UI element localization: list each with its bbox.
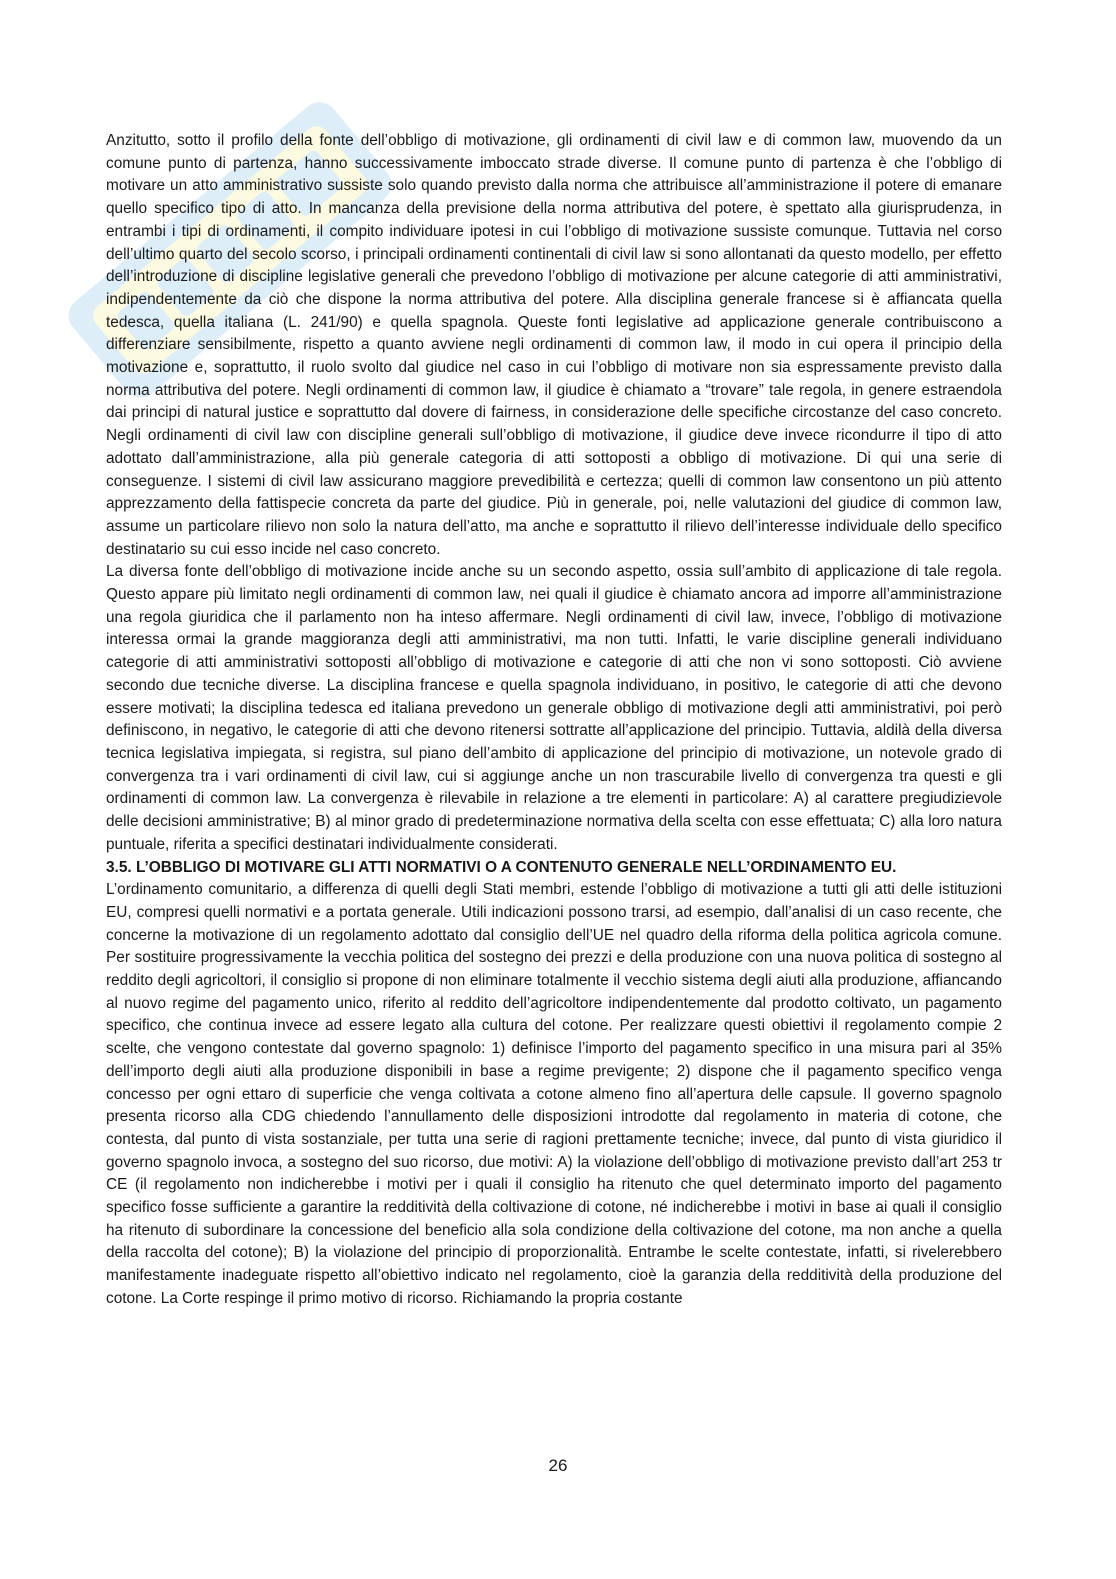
paragraph-obbligo-fonte: Anzitutto, sotto il profilo della fonte dell’obbligo di motivazione, gli ordinamenti di civil law e di common law, muovendo da un comune punto di partenza, hanno successivamente imboccato strade diverse. Il comune punto di partenza è che l’obbligo di motivare un atto amministrativo sussiste solo quando previsto dalla norma che attribuisce all’amministrazione il potere di emanare quello specifico tipo di atto. In mancanza della previsione della norma attributiva del potere, è spettato alla giurisprudenza, in entrambi i tipi di ordinamenti, il compito individuare ipotesi in cui l’obbligo di motivazione sussiste comunque. Tuttavia nel corso dell’ultimo quarto del secolo scorso, i principali ordinamenti continentali di civil law si sono allontanati da questo modello, per effetto dell’introduzione di discipline legislative generali che prevedono l’obbligo di motivazione per alcune categorie di atti amministrativi, indipendentemente da ciò che dispone la norma attributiva del potere. Alla disciplina generale francese si è affiancata quella tedesca, quella italiana (L. 241/90) e quella spagnola. Queste fonti legislative ad applicazione generale contribuiscono a differenziare sensibilmente, rispetto a quanto avviene negli ordinamenti di common law, il modo in cui opera il principio della motivazione e, soprattutto, il ruolo svolto dal giudice nel caso in cui l’obbligo di motivare non sia espressamente previsto dalla norma attributiva del potere. Negli ordinamenti di common law, il giudice è chiamato a “trovare” tale regola, in genere estraendola dai principi di natural justice e soprattutto dal dovere di fairness, in considerazione delle specifiche circostanze del caso concreto. Negli ordinamenti di civil law con discipline generali sull’obbligo di motivazione, il giudice deve invece ricondurre il tipo di atto adottato dall’amministrazione, alla più generale categoria di atti sottoposti a obbligo di motivazione. Di qui una serie di conseguenze. I sistemi di civil law assicurano maggiore prevedibilità e certezza; quelli di common law consentono un più attento apprezzamento della fattispecie concreta da parte del giudice. Più in generale, poi, nelle valutazioni del giudice di common law, assume un particolare rilievo non solo la natura dell’atto, ma anche e soprattutto il rilievo dell’interesse individuale dello specifico destinatario su cui esso incide nel caso concreto. (106, 132, 1002, 558)
document-body (106, 130, 1002, 1311)
paragraph-ambito-applicazione: La diversa fonte dell’obbligo di motivazione incide anche su un secondo aspetto, ossia sull’ambito di applicazione di tale regola. Questo appare più limitato negli ordinamenti di common law, nei quali il giudice è chiamato ancora ad imporre all’amministrazione una regola giuridica che il parlamento non ha inteso affermare. Negli ordinamenti di civil law, invece, l’obbligo di motivazione interessa ormai la grande maggioranza degli atti amministrativi, ma non tutti. Infatti, le varie discipline generali individuano categorie di atti amministrativi sottoposti all’obbligo di motivazione e categorie di atti che non vi sono sottoposti. Ciò avviene secondo due tecniche diverse. La disciplina francese e quella spagnola individuano, in positivo, le categorie di atti che devono essere motivati; la disciplina tedesca ed italiana prevedono un generale obbligo di motivazione degli atti amministrativi, poi però definiscono, in negativo, le categorie di atti che devono ritenersi sottratte all’applicazione del principio. Tuttavia, aldilà della diversa tecnica legislativa impiegata, si registra, sul piano dell’ambito di applicazione del principio di motivazione, un notevole grado di convergenza tra i vari ordinamenti di civil law, cui si aggiunge anche un non trascurabile livello di convergenza tra questi e gli ordinamenti di common law. La convergenza è rilevabile in relazione a tre elementi in particolare: A) al carattere pregiudizievole delle decisioni amministrative; B) al minor grado di predeterminazione normativa della scelta con esse effettuata; C) alla loro natura puntuale, riferita a specifici destinatari individualmente considerati. (106, 563, 1002, 853)
page-number: 26 (548, 1456, 568, 1475)
paragraph-ordinamento-comunitario: L’ordinamento comunitario, a differenza di quelli degli Stati membri, estende l’obbligo di motivazione a tutti gli atti delle istituzioni EU, compresi quelli normativi e a portata generale. Utili indicazioni possono trarsi, ad esempio, dall’analisi di un caso recente, che concerne la motivazione di un regolamento adottato dal consiglio dell’UE nel quadro della riforma della politica agricola comune. Per sostituire progressivamente la vecchia politica del sostegno dei prezzi e della produzione con una nuova politica di sostegno al reddito degli agricoltori, il consiglio si propone di non eliminare totalmente il vecchio sistema degli aiuti alla produzione, affiancando al nuovo regime del pagamento unico, riferito al reddito dell’agricoltore indipendentemente dal prodotto coltivato, un pagamento specifico, che continua invece ad essere legato alla cultura del cotone. Per realizzare questi obiettivi il regolamento compie 2 scelte, che vengono contestate dal governo spagnolo: 1) definisce l’importo del pagamento specifico in una misura pari al 35% dell’importo degli aiuti alla produzione disponibili in base a regime previgente; 2) dispone che il pagamento specifico venga concesso per ogni ettaro di superficie che venga coltivata a cotone almeno fino all’apertura delle capsule. Il governo spagnolo presenta ricorso alla CDG chiedendo l’annullamento delle disposizioni introdotte dal regolamento in materia di cotone, che contesta, dal punto di vista sostanziale, per tutta una serie di ragioni prettamente tecniche; invece, dal punto di vista giuridico il governo spagnolo invoca, a sostegno del suo ricorso, due motivi: A) la violazione dell’obbligo di motivazione previsto dall’art 253 tr CE (il regolamento non indicherebbe i motivi per i quali il consiglio ha ritenuto che quel determinato importo del pagamento specifico fosse sufficiente a garantire la redditività della coltivazione di cotone, né indicherebbe i motivi in base ai quali il consiglio ha ritenuto di subordinare la concessione del beneficio alla sola condizione della coltivazione del cotone, ma non anche a quella della raccolta del cotone); B) la violazione del principio di proporzionalità. Entrambe le scelte contestate, infatti, si rivelerebbero manifestamente inadeguate rispetto all’obiettivo indicato nel regolamento, cioè la garanzia della redditività della produzione del cotone. La Corte respinge il primo motivo di ricorso. Richiamando la propria costante (106, 881, 1002, 1307)
section-heading: 3.5. L’OBBLIGO DI MOTIVARE GLI ATTI NORMATIVI O A CONTENUTO GENERALE NELL’ORDINAMENTO EU. (106, 858, 897, 876)
